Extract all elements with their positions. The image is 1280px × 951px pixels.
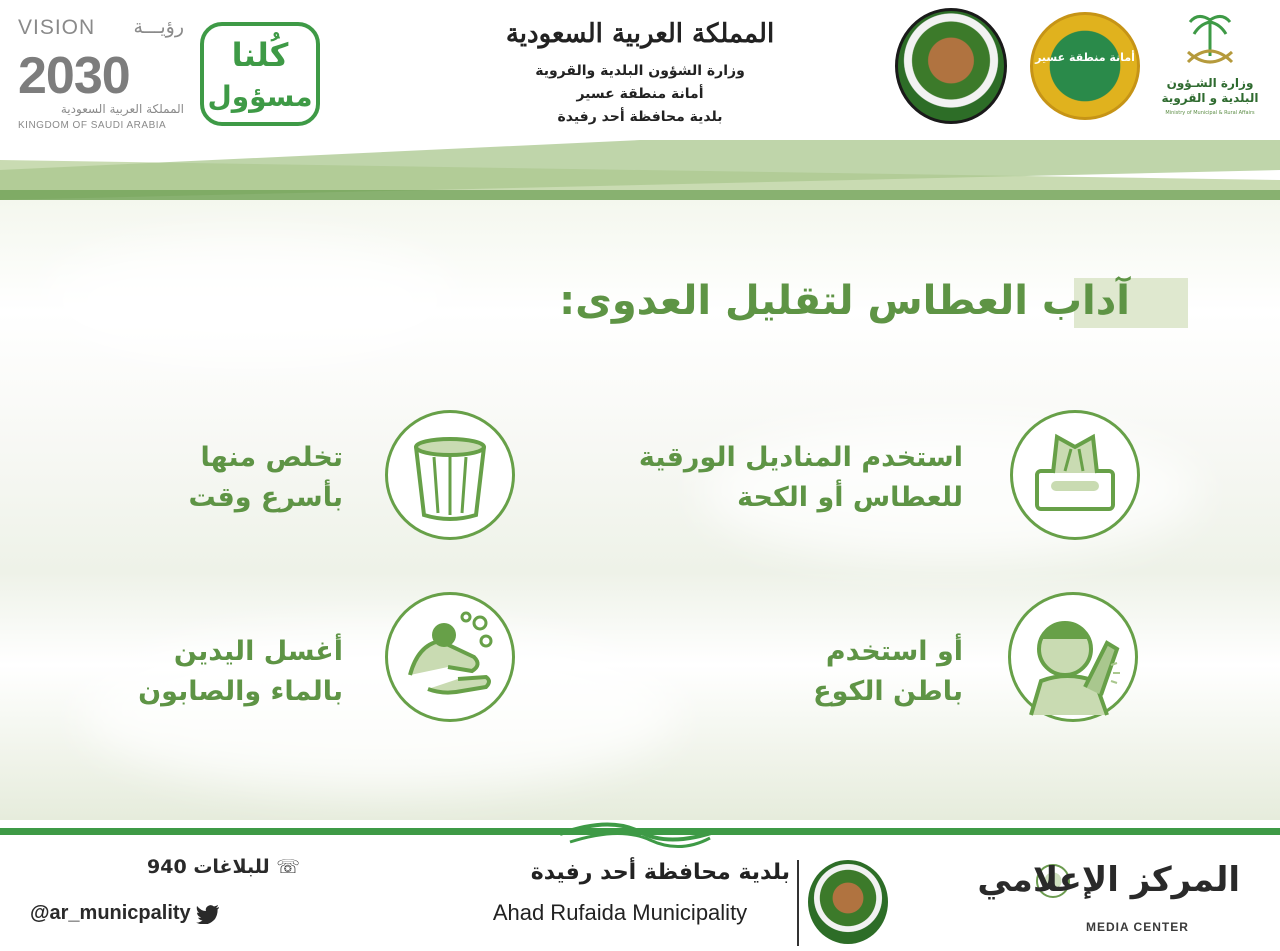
ministry-logo [1160,10,1260,120]
vision-2030-logo [18,16,188,136]
twitter-handle[interactable] [30,902,220,925]
hotline-text[interactable] [147,856,300,878]
cloud-decoration [40,240,460,360]
aseer-amana-seal-icon [1030,12,1140,120]
tip-line: أو استخدم [825,636,963,667]
media-center-ar: المركز الإعلامي [977,860,1240,900]
municipality-name-en: Ahad Rufaida Municipality [492,900,748,925]
vision-label-ar: رؤيـــة [133,16,184,38]
kingdom-header-block [480,8,800,148]
tissue-box-icon [1010,410,1140,540]
tip-tissues-text [639,438,963,518]
footer-wave [560,820,720,850]
header-swoosh [0,140,1280,200]
twitter-icon [196,904,220,924]
municipality-divider [797,860,799,946]
twitter-handle-text: @ar_municpality [30,902,191,924]
main-content [0,200,1280,820]
kulna-line1: كُلنا [231,36,289,74]
tip-elbow-text [813,632,963,712]
hand-wash-icon [385,592,515,722]
trash-bin-icon [385,410,515,540]
tip-line: استخدم المناديل الورقية [638,442,963,473]
municipality-seal-icon [808,860,888,944]
tip-line: أغسل اليدين [173,636,343,667]
kingdom-title: المملكة العربية السعودية [505,19,775,49]
vision-kingdom-ar: المملكة العربية السعودية [60,102,184,116]
tip-line: بالماء والصابون [138,676,343,707]
ahad-rufaida-seal-icon [895,8,1007,124]
header [0,0,1280,200]
phone-icon: ☏ [276,856,300,878]
amana-line: أمانة منطقة عسير [576,86,704,102]
vision-year: 2030 [18,47,130,105]
kulna-masool-logo [200,22,320,126]
palm-swords-icon [1160,10,1260,74]
hotline-label: للبلاغات 940 [147,856,270,878]
media-center-en: MEDIA CENTER [1086,920,1189,934]
tip-dispose-text [188,438,343,518]
vision-kingdom-en: KINGDOM OF SAUDI ARABIA [18,120,167,131]
sneeze-elbow-icon [1008,592,1138,722]
ministry-name-en: Ministry of Municipal & Rural Affairs [1165,110,1255,116]
tip-line: بأسرع وقت [188,482,343,513]
municipality-line: بلدية محافظة أحد رفيدة [557,109,723,125]
tip-wash-text [138,632,343,712]
footer [0,820,1280,951]
tip-line: تخلص منها [200,442,343,473]
aseer-seal-text: أمانة منطقة عسير [1035,51,1135,64]
ministry-name: وزارة الشـؤون البلدية و القروية [1161,76,1259,105]
kulna-line2: مسؤول [207,80,313,113]
media-center-logo [977,860,1240,946]
page-title: آداب العطاس لتقليل العدوى: [559,278,1130,324]
ministry-line: وزارة الشؤون البلدية والقروية [535,63,745,79]
contact-block [30,850,300,940]
tip-line: باطن الكوع [813,676,963,707]
tip-line: للعطاس أو الكحة [737,482,963,513]
vision-label: VISION [18,16,96,39]
municipality-name-ar: بلدية محافظة أحد رفيدة [530,860,790,885]
